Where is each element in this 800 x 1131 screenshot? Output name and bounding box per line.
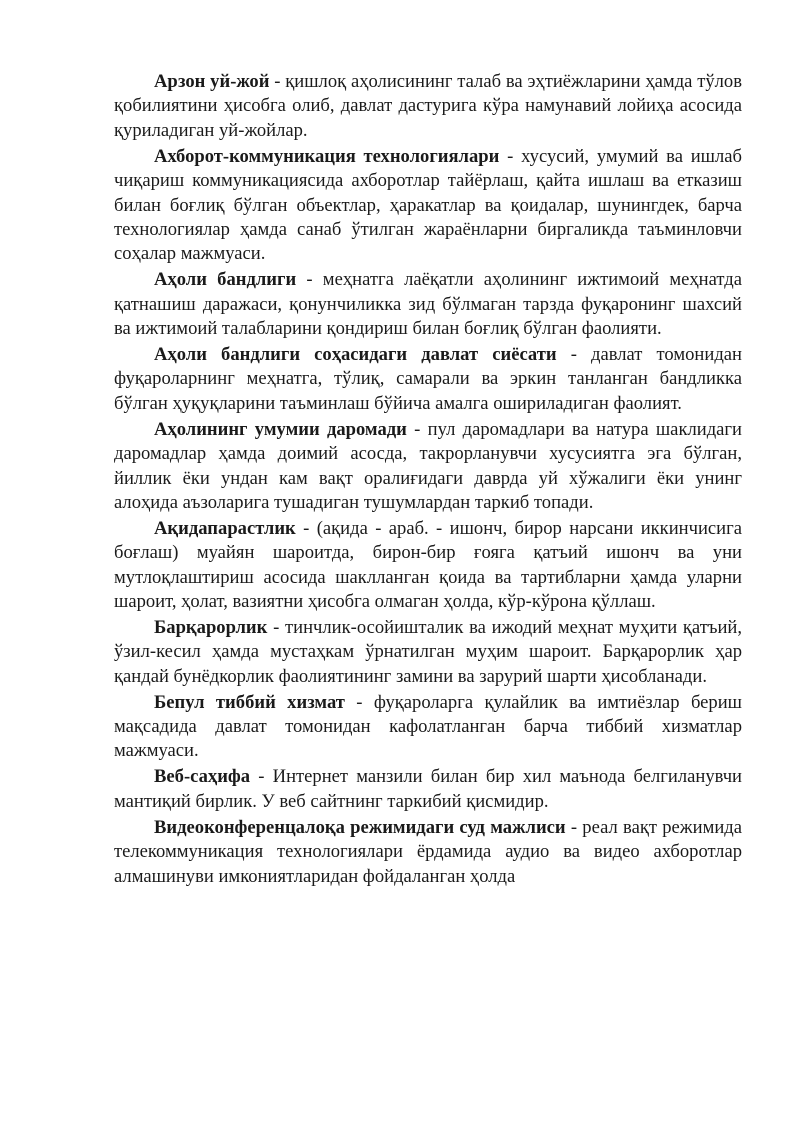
glossary-page (114, 70, 742, 890)
glossary-entry-bepul-tibbiy-xizmat (114, 691, 742, 764)
glossary-term: Видеоконференцалоқа режимидаги суд мажлиси (154, 816, 566, 838)
glossary-term: Барқарорлик (154, 616, 268, 638)
glossary-term: Аҳоли бандлиги (154, 269, 297, 291)
glossary-term: Веб-саҳифа (154, 766, 251, 788)
glossary-term: Ахборот-коммуникация технологиялари (154, 145, 500, 167)
glossary-entry-arzon-uy-joy (114, 70, 742, 143)
glossary-definition: - (ақида - араб. - ишонч, бирор нарсани иккинчисига боғлаш) муайян шароитда, бирон-бир ғояга қатъий ишонч ва уни мутлоқлаштириш асосида шаклланган қоида ва тартибларни ҳамда уларни шароит, ҳолат, вазиятни ҳисобга олмаган ҳолда, кўр-кўрона қўллаш. (114, 517, 742, 613)
glossary-entry-umumiy-daromad (114, 418, 742, 516)
glossary-term: Арзон уй-жой (154, 71, 270, 92)
glossary-term: Ақидапарастлик (154, 517, 296, 539)
glossary-definition: - Интернет манзили билан бир хил маънода белгиланувчи мантиқий бирлик. У веб сайтнинг таркибий қисмидир. (114, 766, 742, 812)
glossary-definition: - пул даромадлари ва натура шаклидаги даромадлар ҳамда доимий асосда, такрорланувчи хусусиятга эга бўлган, йиллик ёки ундан кам вақт оралиғидаги даврда уй хўжалиги ёки унинг алоҳида аъзоларига тушадиган тушумлардан таркиб топади. (114, 418, 742, 513)
glossary-entry-aholi-bandligi (114, 268, 742, 341)
glossary-entry-barqarorlik (114, 616, 742, 689)
glossary-entry-aqidaparastlik (114, 517, 742, 615)
glossary-term: Аҳоли бандлиги соҳасидаги давлат сиёсати (154, 343, 557, 365)
glossary-definition: - давлат томонидан фуқароларнинг меҳнатга, тўлиқ, самарали ва эркин танланган бандликка бўлган ҳуқуқларини таъминлаш бўйича амалга ошириладиган фаолият. (114, 343, 742, 414)
glossary-entry-veb-sahifa (114, 765, 742, 814)
glossary-term: Бепул тиббий хизмат (154, 691, 345, 713)
glossary-definition: - хусусий, умумий ва ишлаб чиқариш коммуникациясида ахборотлар тайёрлаш, қайта ишлаш ва етказиш билан боғлиқ бўлган объектлар, ҳаракатлар ва қоидалар, шунингдек, барча технологиялар ҳамда санаб ўтилган жараёнларни биргаликда таъминловчи соҳалар мажмуаси. (114, 145, 742, 265)
glossary-definition: - тинчлик-осойишталик ва ижодий меҳнат муҳити қатъий, ўзил-кесил ҳамда мустаҳкам ўрнатилган муҳим шароит. Барқарорлик ҳар қандай бунёдкорлик фаолиятининг замини ва зарурий шарти ҳисобланади. (114, 616, 742, 687)
glossary-entry-videokonferensaloqa (114, 816, 742, 889)
glossary-definition: - реал вақт режимида телекоммуникация технологиялари ёрдамида аудио ва видео ахборотлар алмашинуви имкониятларидан фойдаланган ҳолда (114, 816, 742, 887)
glossary-definition: - қишлоқ аҳолисининг талаб ва эҳтиёжларини ҳамда тўлов қобилиятини ҳисобга олиб, давлат дастурига кўра намунавий лойиҳа асосида қуриладиган уй-жойлар. (114, 71, 743, 141)
glossary-definition: - меҳнатга лаёқатли аҳолининг ижтимоий меҳнатда қатнашиш даражаси, қонунчиликка зид бўлмаган тарзда фуқаронинг шахсий ва ижтимоий талабларини қондириш билан боғлиқ бўлган фаолияти. (114, 269, 742, 340)
glossary-entry-axborot-kommunikatsiya (114, 145, 742, 267)
glossary-entry-bandlik-siyosati (114, 343, 742, 416)
glossary-term: Аҳолининг умумии даромади (154, 418, 407, 440)
glossary-definition: - фуқароларга қулайлик ва имтиёзлар бериш мақсадида давлат томонидан кафолатланган барча тиббий хизматлар мажмуаси. (114, 691, 742, 762)
